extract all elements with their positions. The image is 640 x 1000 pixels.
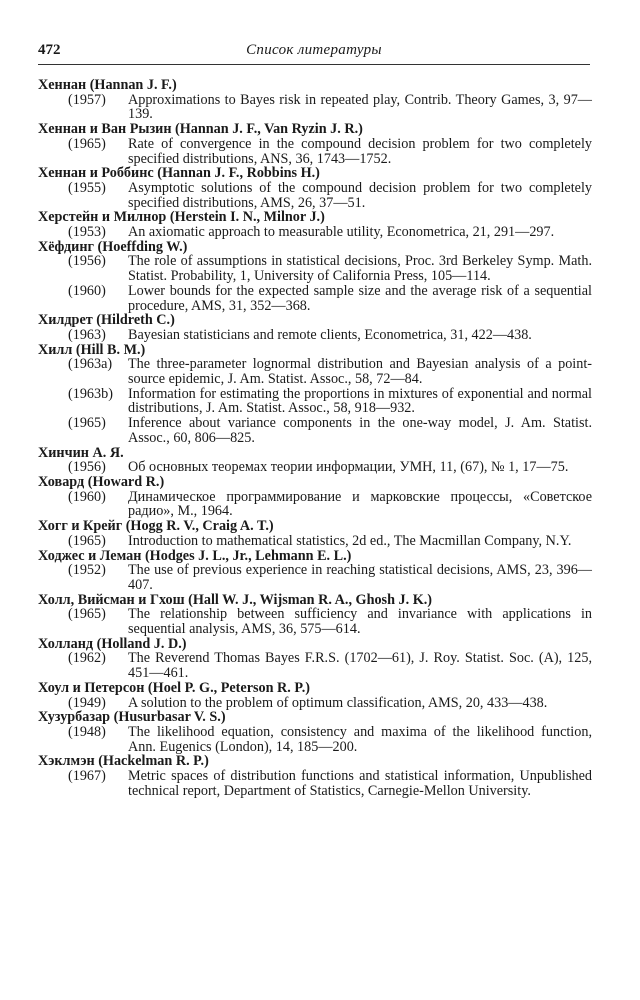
running-title: Список литературы — [246, 42, 382, 58]
reference-author: Ходжес и Леман (Hodges J. L., Jr., Lehmann E. L.) — [38, 547, 352, 564]
reference-text: The Reverend Thomas Bayes F.R.S. (1702—61), J. Roy. Statist. Soc. (A), 125, 451—461. — [128, 650, 592, 682]
reference-entry — [38, 225, 592, 240]
reference-text: An axiomatic approach to measurable utility, Econometrica, 21, 291—297. — [128, 224, 555, 241]
reference-author: Хинчин А. Я. — [38, 444, 124, 461]
reference-author: Хеннан (Hannan J. F.) — [38, 77, 177, 93]
reference-entry — [38, 357, 592, 386]
reference-entry — [38, 284, 592, 313]
reference-entry — [38, 328, 592, 343]
reference-text: Bayesian statisticians and remote clients, Econometrica, 31, 422—438. — [128, 326, 532, 343]
reference-text: Inference about variance components in the one-way model, J. Am. Statist. Assoc., 60, 806—825. — [128, 415, 592, 446]
reference-year: (1963b) — [68, 385, 113, 402]
page-number: 472 — [38, 42, 61, 58]
reference-entry — [38, 181, 592, 210]
reference-entry — [38, 651, 592, 680]
reference-author: Холл, Вийсман и Гхош (Hall W. J., Wijsman R. A., Ghosh J. K.) — [38, 591, 433, 608]
reference-text: Динамическое программирование и марковские процессы, «Советское радио», М., 1964. — [128, 488, 592, 520]
reference-text: Lower bounds for the expected sample size and the average risk of a sequential procedure, AMS, 31, 352—368. — [128, 282, 592, 314]
reference-list — [38, 78, 592, 798]
reference-year: (1965) — [68, 135, 106, 152]
reference-text: Introduction to mathematical statistics, 2d ed., The Macmillan Company, N.Y. — [128, 532, 572, 549]
reference-text: Information for estimating the proportions in mixtures of exponential and normal distributions, J. Am. Statist. Assoc., 58, 918—932. — [128, 385, 592, 417]
reference-entry — [38, 490, 592, 519]
reference-year: (1965) — [68, 415, 106, 432]
reference-author: Хёфдинг (Hoeffding W.) — [38, 238, 188, 255]
reference-author: Хеннан и Ван Рызин (Hannan J. F., Van Ryzin J. R.) — [38, 121, 363, 138]
reference-entry — [38, 769, 592, 798]
reference-author: Хилдрет (Hildreth C.) — [38, 312, 175, 329]
reference-text: The relationship between sufficiency and invariance with applications in sequential analysis, AMS, 36, 575—614. — [128, 606, 592, 638]
reference-year: (1956) — [68, 253, 106, 270]
reference-author: Хузурбазар (Husurbasar V. S.) — [38, 709, 226, 726]
reference-entry — [38, 696, 592, 711]
reference-text: Approximations to Bayes risk in repeated play, Contrib. Theory Games, 3, 97—139. — [128, 91, 592, 123]
page-header — [38, 40, 590, 65]
reference-author: Хэклмэн (Hackelman R. P.) — [38, 753, 209, 770]
reference-text: Asymptotic solutions of the compound decision problem for two completely specified distributions, AMS, 26, 37—51. — [128, 179, 592, 211]
reference-year: (1965) — [68, 532, 106, 549]
reference-text: Об основных теоремах теории информации, УМН, 11, (67), № 1, 17—75. — [128, 459, 569, 476]
reference-author: Хоул и Петерсон (Hoel P. G., Peterson R. P.) — [38, 679, 311, 696]
reference-year: (1962) — [68, 650, 106, 667]
reference-entry — [38, 725, 592, 754]
reference-year: (1967) — [68, 768, 106, 785]
reference-author: Хеннан и Роббинс (Hannan J. F., Robbins H.) — [38, 165, 320, 182]
reference-year: (1963a) — [68, 356, 113, 373]
reference-author: Холланд (Holland J. D.) — [38, 635, 187, 652]
reference-entry — [38, 254, 592, 283]
reference-entry — [38, 607, 592, 636]
reference-text: The three-parameter lognormal distribution and Bayesian analysis of a point-source epidemic, J. Am. Statist. Assoc., 58, 72—84. — [128, 356, 592, 388]
reference-year: (1952) — [68, 562, 106, 579]
reference-text: Rate of convergence in the compound decision problem for two completely specified distributions, ANS, 36, 1743—1752. — [128, 135, 592, 167]
reference-entry — [38, 137, 592, 166]
reference-text: Metric spaces of distribution functions and statistical information, Unpublished technical report, Department of Statistics, Carnegie-Mellon University. — [128, 768, 592, 799]
reference-author: Херстейн и Милнор (Herstein I. N., Milnor J.) — [38, 209, 325, 226]
reference-entry — [38, 387, 592, 416]
reference-entry — [38, 460, 592, 475]
reference-year: (1949) — [68, 694, 106, 711]
reference-year: (1956) — [68, 459, 106, 476]
reference-year: (1953) — [68, 224, 106, 241]
reference-text: The role of assumptions in statistical decisions, Proc. 3rd Berkeley Symp. Math. Statist. Probability, 1, University of California Press, 105—114. — [128, 253, 592, 285]
reference-year: (1960) — [68, 282, 106, 299]
reference-year: (1963) — [68, 326, 106, 343]
reference-year: (1957) — [68, 91, 106, 108]
reference-author: Хилл (Hill B. M.) — [38, 341, 146, 358]
reference-text: The likelihood equation, consistency and maxima of the likelihood function, Ann. Eugenics (London), 14, 185—200. — [128, 723, 592, 755]
reference-entry — [38, 563, 592, 592]
reference-author: Ховард (Howard R.) — [38, 473, 165, 490]
reference-year: (1948) — [68, 723, 106, 740]
reference-entry — [38, 416, 592, 445]
reference-entry — [38, 93, 592, 122]
reference-year: (1965) — [68, 606, 106, 623]
reference-text: The use of previous experience in reaching statistical decisions, AMS, 23, 396—407. — [128, 562, 592, 593]
reference-text: A solution to the problem of optimum classification, AMS, 20, 433—438. — [128, 694, 548, 711]
reference-author: Хогг и Крейг (Hogg R. V., Craig A. T.) — [38, 518, 274, 535]
reference-entry — [38, 534, 592, 549]
reference-year: (1955) — [68, 179, 106, 196]
reference-year: (1960) — [68, 488, 106, 505]
